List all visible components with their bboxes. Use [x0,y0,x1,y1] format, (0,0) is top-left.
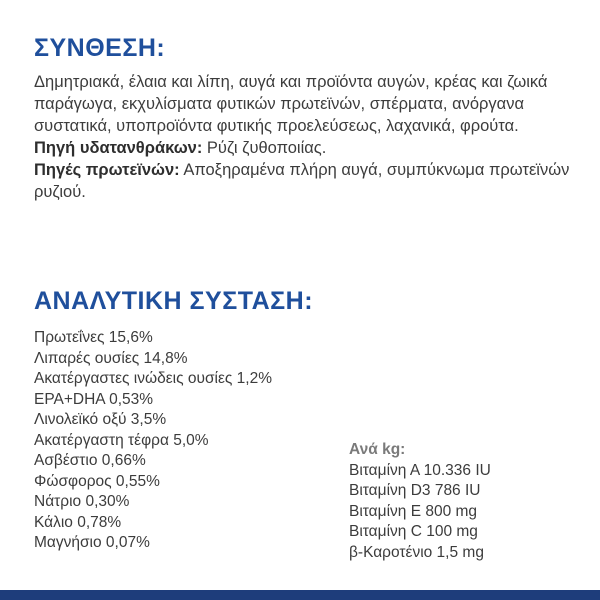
analysis-item: Πρωτεΐνες 15,6% [34,329,153,346]
analysis-item: Κάλιο 0,78% [34,513,122,531]
composition-ingredients: Δημητριακά, έλαια και λίπη, αυγά και προϊόντα αυγών, κρέας και ζωικά παράγωγα, εκχυλίσματα φυτικών πρωτεϊνών, σπέρματα, ανόργανα συστατικά, υποπροϊόντα φυτικής προελεύσεως, λαχανικά, φρούτα. [34,73,548,135]
carb-source-label: Πηγή υδατανθράκων: [34,139,203,157]
composition-text [34,71,579,203]
analysis-list [34,328,272,554]
vitamin-list [349,440,491,563]
footer-bar [0,590,600,600]
protein-source-label: Πηγές πρωτεϊνών: [34,161,180,179]
analysis-item: EPA+DHA 0,53% [34,390,154,408]
vitamin-item: Βιταμίνη D3 786 IU [349,482,481,499]
vitamin-item: Βιταμίνη Α 10.336 IU [349,461,491,479]
analysis-item: Μαγνήσιο 0,07% [34,534,150,551]
composition-heading: ΣΥΝΘΕΣΗ: [34,34,166,62]
analysis-item: Ακατέργαστη τέφρα 5,0% [34,431,209,449]
analysis-item: Φώσφορος 0,55% [34,472,160,490]
vitamin-item: β-Καροτένιο 1,5 mg [349,543,484,561]
vitamin-item: Βιταμίνη C 100 mg [349,523,478,540]
per-kg-heading: Ανά kg: [349,441,406,458]
analysis-heading: ΑΝΑΛΥΤΙΚΗ ΣΥΣΤΑΣΗ: [34,287,314,315]
analysis-item: Λιπαρές ουσίες 14,8% [34,349,188,367]
analysis-item: Λινολεϊκό οξύ 3,5% [34,411,167,428]
analysis-item: Νάτριο 0,30% [34,493,130,510]
carb-source-value: Ρύζι ζυθοποιίας. [202,139,327,157]
vitamin-item: Βιταμίνη Ε 800 mg [349,502,478,520]
protein-source-value: Αποξηραμένα πλήρη αυγά, συμπύκνωμα πρωτεϊνών ρυζιού. [34,161,570,201]
analysis-item: Ακατέργαστες ινώδεις ουσίες 1,2% [34,370,272,387]
analysis-item: Ασβέστιο 0,66% [34,452,146,469]
